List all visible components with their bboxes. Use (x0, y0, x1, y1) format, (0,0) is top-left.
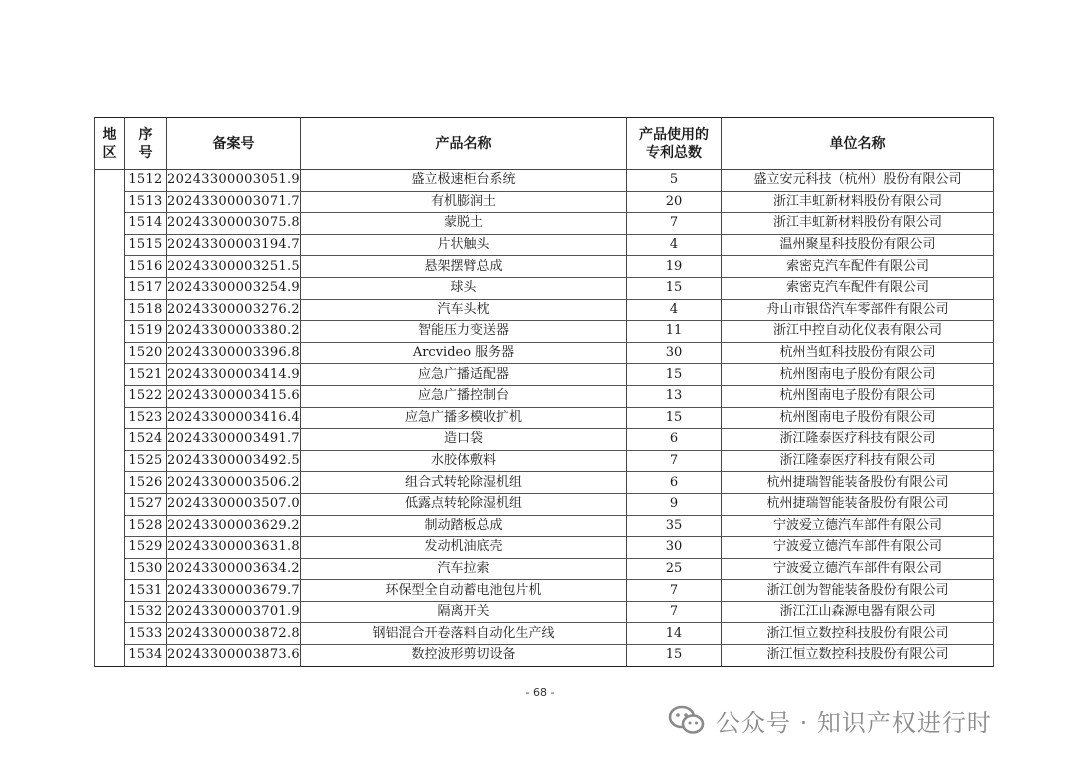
wechat-icon (668, 704, 706, 736)
cell-product: Arcvideo 服务器 (301, 342, 627, 364)
cell-patents: 14 (627, 623, 722, 645)
cell-company: 浙江隆泰医疗科技有限公司 (722, 450, 994, 472)
table-row (95, 515, 994, 537)
cell-seq: 1524 (125, 429, 167, 451)
cell-record-no: 20243300003507.0 (167, 493, 301, 515)
cell-seq: 1520 (125, 342, 167, 364)
cell-seq: 1518 (125, 299, 167, 321)
cell-seq: 1521 (125, 364, 167, 386)
cell-seq: 1532 (125, 601, 167, 623)
cell-record-no: 20243300003629.2 (167, 515, 301, 537)
cell-record-no: 20243300003873.6 (167, 645, 301, 667)
cell-company: 浙江恒立数控科技股份有限公司 (722, 645, 994, 667)
cell-seq: 1514 (125, 213, 167, 235)
cell-product: 低露点转轮除湿机组 (301, 493, 627, 515)
table-row (95, 364, 994, 386)
cell-product: 盛立极速柜台系统 (301, 170, 627, 192)
cell-record-no: 20243300003194.7 (167, 234, 301, 256)
cell-product: 组合式转轮除湿机组 (301, 472, 627, 494)
table-row (95, 558, 994, 580)
cell-company: 杭州当虹科技股份有限公司 (722, 342, 994, 364)
cell-record-no: 20243300003075.8 (167, 213, 301, 235)
table-row (95, 385, 994, 407)
region-cell (95, 170, 125, 667)
cell-company: 索密克汽车配件有限公司 (722, 256, 994, 278)
cell-company: 浙江中控自动化仪表有限公司 (722, 321, 994, 343)
header-product: 产品名称 (301, 118, 627, 170)
cell-company: 舟山市银岱汽车零部件有限公司 (722, 299, 994, 321)
cell-product: 蒙脱土 (301, 213, 627, 235)
cell-seq: 1529 (125, 537, 167, 559)
cell-record-no: 20243300003254.9 (167, 277, 301, 299)
cell-seq: 1519 (125, 321, 167, 343)
cell-patents: 7 (627, 580, 722, 602)
cell-product: 制动踏板总成 (301, 515, 627, 537)
cell-patents: 30 (627, 342, 722, 364)
cell-company: 宁波爱立德汽车部件有限公司 (722, 515, 994, 537)
cell-product: 环保型全自动蓄电池包片机 (301, 580, 627, 602)
cell-company: 索密克汽车配件有限公司 (722, 277, 994, 299)
table-row (95, 580, 994, 602)
header-region: 地 区 (95, 118, 125, 170)
table-row (95, 321, 994, 343)
cell-record-no: 20243300003380.2 (167, 321, 301, 343)
filing-table (94, 117, 994, 667)
table-row (95, 277, 994, 299)
cell-company: 浙江丰虹新材料股份有限公司 (722, 213, 994, 235)
cell-product: 应急广播控制台 (301, 385, 627, 407)
cell-record-no: 20243300003071.7 (167, 191, 301, 213)
cell-record-no: 20243300003276.2 (167, 299, 301, 321)
header-seq: 序 号 (125, 118, 167, 170)
table-row (95, 299, 994, 321)
table-row (95, 493, 994, 515)
cell-seq: 1517 (125, 277, 167, 299)
table-row (95, 191, 994, 213)
cell-patents: 5 (627, 170, 722, 192)
cell-patents: 15 (627, 645, 722, 667)
cell-patents: 25 (627, 558, 722, 580)
cell-product: 应急广播适配器 (301, 364, 627, 386)
cell-seq: 1530 (125, 558, 167, 580)
cell-patents: 6 (627, 472, 722, 494)
table-row (95, 234, 994, 256)
cell-company: 宁波爱立德汽车部件有限公司 (722, 537, 994, 559)
cell-seq: 1523 (125, 407, 167, 429)
cell-patents: 7 (627, 213, 722, 235)
cell-product: 隔离开关 (301, 601, 627, 623)
cell-product: 造口袋 (301, 429, 627, 451)
cell-record-no: 20243300003872.8 (167, 623, 301, 645)
cell-seq: 1513 (125, 191, 167, 213)
table-row (95, 601, 994, 623)
cell-company: 杭州图南电子股份有限公司 (722, 385, 994, 407)
cell-company: 温州聚星科技股份有限公司 (722, 234, 994, 256)
cell-seq: 1525 (125, 450, 167, 472)
cell-patents: 7 (627, 450, 722, 472)
cell-company: 杭州捷瑞智能装备股份有限公司 (722, 472, 994, 494)
table-row (95, 170, 994, 192)
cell-seq: 1516 (125, 256, 167, 278)
cell-patents: 15 (627, 277, 722, 299)
cell-record-no: 20243300003506.2 (167, 472, 301, 494)
cell-patents: 4 (627, 299, 722, 321)
cell-patents: 15 (627, 407, 722, 429)
page-number: - 68 - (525, 686, 555, 699)
table-row (95, 429, 994, 451)
cell-company: 浙江恒立数控科技股份有限公司 (722, 623, 994, 645)
cell-product: 水胶体敷料 (301, 450, 627, 472)
cell-record-no: 20243300003396.8 (167, 342, 301, 364)
table-row (95, 450, 994, 472)
cell-product: 有机膨润土 (301, 191, 627, 213)
cell-record-no: 20243300003679.7 (167, 580, 301, 602)
table-row (95, 342, 994, 364)
cell-company: 杭州捷瑞智能装备股份有限公司 (722, 493, 994, 515)
cell-product: 发动机油底壳 (301, 537, 627, 559)
cell-product: 智能压力变送器 (301, 321, 627, 343)
cell-company: 宁波爱立德汽车部件有限公司 (722, 558, 994, 580)
table-row (95, 256, 994, 278)
cell-record-no: 20243300003701.9 (167, 601, 301, 623)
cell-record-no: 20243300003634.2 (167, 558, 301, 580)
cell-seq: 1522 (125, 385, 167, 407)
watermark (668, 700, 992, 740)
cell-seq: 1526 (125, 472, 167, 494)
cell-product: 球头 (301, 277, 627, 299)
cell-company: 浙江创为智能装备股份有限公司 (722, 580, 994, 602)
cell-patents: 30 (627, 537, 722, 559)
cell-company: 浙江江山森源电器有限公司 (722, 601, 994, 623)
cell-record-no: 20243300003251.5 (167, 256, 301, 278)
cell-seq: 1515 (125, 234, 167, 256)
cell-product: 数控波形剪切设备 (301, 645, 627, 667)
cell-patents: 35 (627, 515, 722, 537)
cell-record-no: 20243300003492.5 (167, 450, 301, 472)
cell-patents: 9 (627, 493, 722, 515)
cell-company: 杭州图南电子股份有限公司 (722, 407, 994, 429)
watermark-text: 公众号 · 知识产权进行时 (716, 708, 992, 737)
table-row (95, 213, 994, 235)
table-row (95, 645, 994, 667)
table-header-row (95, 118, 994, 170)
cell-company: 浙江隆泰医疗科技有限公司 (722, 429, 994, 451)
cell-patents: 13 (627, 385, 722, 407)
header-record-no: 备案号 (167, 118, 301, 170)
cell-product: 片状触头 (301, 234, 627, 256)
cell-product: 悬架摆臂总成 (301, 256, 627, 278)
cell-product: 钢铝混合开卷落料自动化生产线 (301, 623, 627, 645)
header-company: 单位名称 (722, 118, 994, 170)
cell-record-no: 20243300003051.9 (167, 170, 301, 192)
cell-product: 汽车头枕 (301, 299, 627, 321)
cell-company: 盛立安元科技（杭州）股份有限公司 (722, 170, 994, 192)
cell-patents: 4 (627, 234, 722, 256)
header-patents: 产品使用的 专利总数 (627, 118, 722, 170)
cell-seq: 1534 (125, 645, 167, 667)
cell-patents: 15 (627, 364, 722, 386)
cell-record-no: 20243300003416.4 (167, 407, 301, 429)
cell-record-no: 20243300003415.6 (167, 385, 301, 407)
table-row (95, 537, 994, 559)
cell-seq: 1531 (125, 580, 167, 602)
cell-company: 杭州图南电子股份有限公司 (722, 364, 994, 386)
cell-seq: 1533 (125, 623, 167, 645)
cell-patents: 19 (627, 256, 722, 278)
table-row (95, 623, 994, 645)
table-row (95, 472, 994, 494)
cell-record-no: 20243300003491.7 (167, 429, 301, 451)
cell-record-no: 20243300003414.9 (167, 364, 301, 386)
cell-company: 浙江丰虹新材料股份有限公司 (722, 191, 994, 213)
cell-patents: 11 (627, 321, 722, 343)
cell-patents: 20 (627, 191, 722, 213)
cell-product: 汽车拉索 (301, 558, 627, 580)
cell-record-no: 20243300003631.8 (167, 537, 301, 559)
cell-seq: 1512 (125, 170, 167, 192)
table-row (95, 407, 994, 429)
cell-seq: 1528 (125, 515, 167, 537)
cell-patents: 6 (627, 429, 722, 451)
cell-patents: 7 (627, 601, 722, 623)
cell-product: 应急广播多模收扩机 (301, 407, 627, 429)
cell-seq: 1527 (125, 493, 167, 515)
